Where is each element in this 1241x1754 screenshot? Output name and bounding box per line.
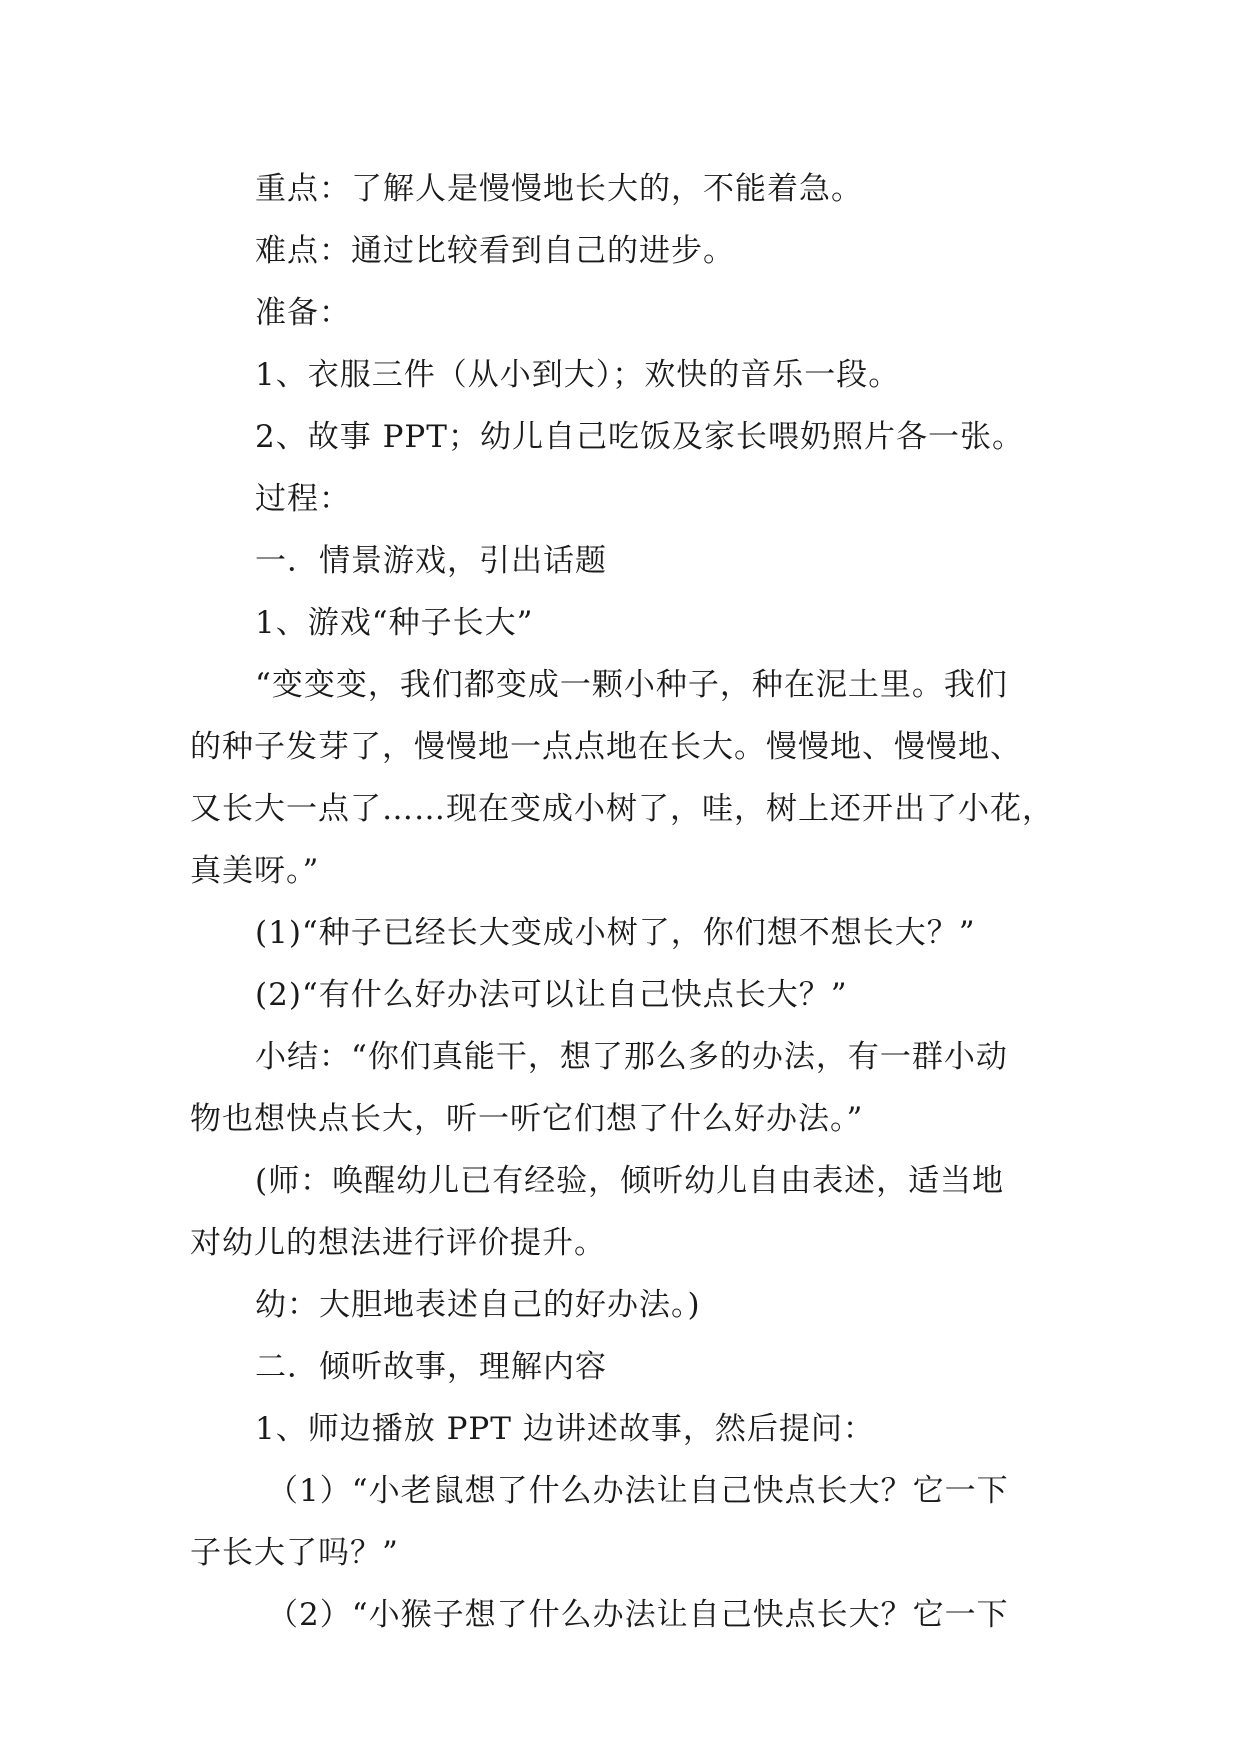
story-instruction: 1、师边播放 PPT 边讲述故事，然后提问： <box>255 1411 875 1447</box>
question-2: (2)“有什么好办法可以让自己快点长大？” <box>255 977 848 1013</box>
story-question-2: （2）“小猴子想了什么办法让自己快点长大？它一下 <box>267 1597 1009 1633</box>
teacher-note-line: (师：唤醒幼儿已有经验，倾听幼儿自由表述，适当地 <box>255 1163 1005 1199</box>
summary-line: 物也想快点长大，听一听它们想了什么好办法。” <box>190 1101 864 1137</box>
story-question-1: （1）“小老鼠想了什么办法让自己快点长大？它一下 <box>267 1473 1009 1509</box>
paragraph-line: 真美呀。” <box>190 853 320 889</box>
preparation-item-2: 2、故事 PPT；幼儿自己吃饭及家长喂奶照片各一张。 <box>255 419 1024 455</box>
document-body <box>190 158 1060 1646</box>
paragraph-line: 又长大一点了……现在变成小树了，哇，树上还开出了小花， <box>190 791 1054 827</box>
teacher-note-line: 对幼儿的想法进行评价提升。 <box>190 1225 606 1261</box>
paragraph-line: 的种子发芽了，慢慢地一点点地在长大。慢慢地、慢慢地、 <box>190 729 1022 765</box>
paragraph-line: “变变变，我们都变成一颗小种子，种在泥土里。我们 <box>255 667 1008 703</box>
section-1-heading: 一．情景游戏，引出话题 <box>255 543 607 579</box>
game-title: 1、游戏“种子长大” <box>255 605 534 641</box>
preparation-item-1: 1、衣服三件（从小到大）；欢快的音乐一段。 <box>255 357 901 393</box>
story-question-1-cont: 子长大了吗？” <box>190 1535 399 1571</box>
difficulty-line: 难点：通过比较看到自己的进步。 <box>255 233 735 269</box>
child-note-line: 幼：大胆地表述自己的好办法。) <box>255 1287 701 1323</box>
question-1: (1)“种子已经长大变成小树了，你们想不想长大？” <box>255 915 976 951</box>
section-2-heading: 二．倾听故事，理解内容 <box>255 1349 607 1385</box>
summary-line: 小结：“你们真能干，想了那么多的办法，有一群小动 <box>255 1039 1008 1075</box>
process-heading: 过程： <box>255 481 351 517</box>
key-point-line: 重点：了解人是慢慢地长大的，不能着急。 <box>255 171 863 207</box>
preparation-heading: 准备： <box>255 295 351 331</box>
